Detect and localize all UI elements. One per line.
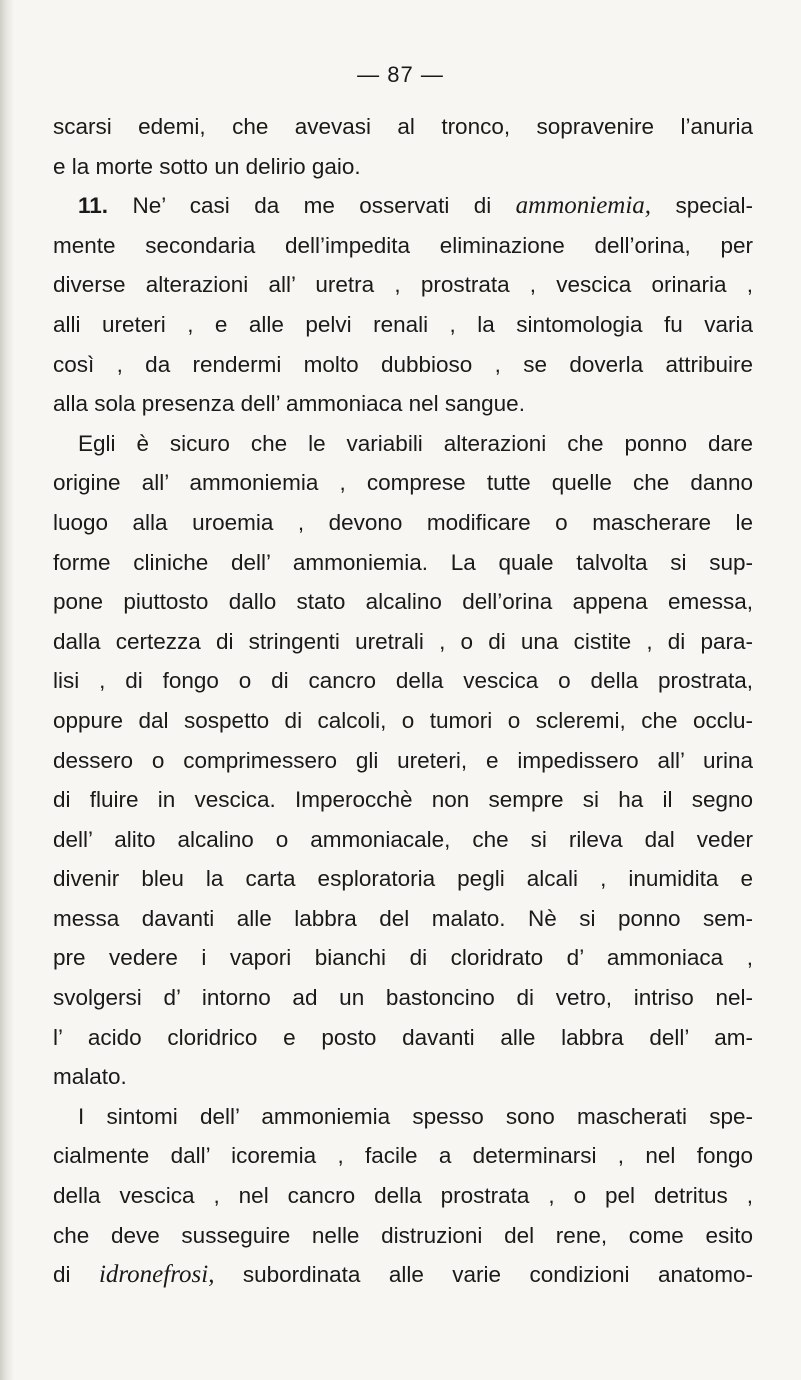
page-binding-edge	[0, 0, 14, 1380]
text-line: dell’ alito alcalino o ammoniacale, che si rileva dal veder	[53, 826, 753, 852]
text-line: dessero o comprimessero gli ureteri, e impedissero all’ urina	[53, 747, 753, 773]
text-line: divenir bleu la carta esploratoria pegli alcali , inumidita e	[53, 866, 753, 892]
text-line: di fluire in vescica. Imperocchè non sempre si ha il segno	[53, 787, 753, 813]
text-run: di	[53, 1262, 99, 1288]
text-line: alli ureteri , e alle pelvi renali , la sintomologia fu varia	[53, 311, 753, 337]
text-line: diverse alterazioni all’ uretra , prostrata , vescica orinaria ,	[53, 272, 753, 298]
text-line: origine all’ ammoniemia , comprese tutte quelle che danno	[53, 470, 753, 496]
text-line: cialmente dall’ icoremia , facile a determinarsi , nel fongo	[53, 1143, 753, 1169]
text-line: lisi , di fongo o di cancro della vescica o della prostrata,	[53, 668, 753, 694]
page-body	[53, 107, 753, 1295]
text-line: luogo alla uroemia , devono modificare o mascherare le	[53, 509, 753, 535]
italic-term: ammoniemia,	[515, 192, 652, 220]
section-number: 11.	[78, 193, 109, 219]
text-line: forme cliniche dell’ ammoniemia. La quale talvolta si sup-	[53, 549, 753, 575]
text-run: special-	[651, 193, 753, 219]
text-line: pone piuttosto dallo stato alcalino dell’orina appena emessa,	[53, 589, 753, 615]
text-line: della vescica , nel cancro della prostrata , o pel detritus ,	[53, 1183, 753, 1209]
text-line: e la morte sotto un delirio gaio.	[53, 153, 361, 179]
text-run: Ne’ casi da me osservati di	[108, 193, 516, 219]
text-line: I sintomi dell’ ammoniemia spesso sono mascherati spe-	[78, 1103, 753, 1129]
text-line: dalla certezza di stringenti uretrali , o di una cistite , di para-	[53, 628, 753, 654]
text-run: subordinata alle varie condizioni anatomo-	[214, 1262, 753, 1288]
text-line: oppure dal sospetto di calcoli, o tumori o scleremi, che occlu-	[53, 707, 753, 733]
text-line: alla sola presenza dell’ ammoniaca nel sangue.	[53, 391, 525, 417]
text-line: l’ acido cloridrico e posto davanti alle labbra dell’ am-	[53, 1024, 753, 1050]
text-line: messa davanti alle labbra del malato. Nè si ponno sem-	[53, 905, 753, 931]
text-line: malato.	[53, 1064, 127, 1090]
text-line	[53, 186, 753, 226]
text-line: pre vedere i vapori bianchi di cloridrato d’ ammoniaca ,	[53, 945, 753, 971]
text-line: Egli è sicuro che le variabili alterazioni che ponno dare	[78, 430, 753, 456]
text-line: mente secondaria dell’impedita eliminazione dell’orina, per	[53, 232, 753, 258]
page-number: — 87 —	[357, 62, 444, 87]
text-line: che deve susseguire nelle distruzioni del rene, come esito	[53, 1222, 753, 1248]
text-line	[53, 1255, 753, 1295]
text-line: svolgersi d’ intorno ad un bastoncino di vetro, intriso nel-	[53, 985, 753, 1011]
text-line: così , da rendermi molto dubbioso , se doverla attribuire	[53, 351, 753, 377]
text-line: scarsi edemi, che avevasi al tronco, sopravenire l’anuria	[53, 114, 753, 139]
italic-term: idronefrosi,	[98, 1261, 215, 1289]
